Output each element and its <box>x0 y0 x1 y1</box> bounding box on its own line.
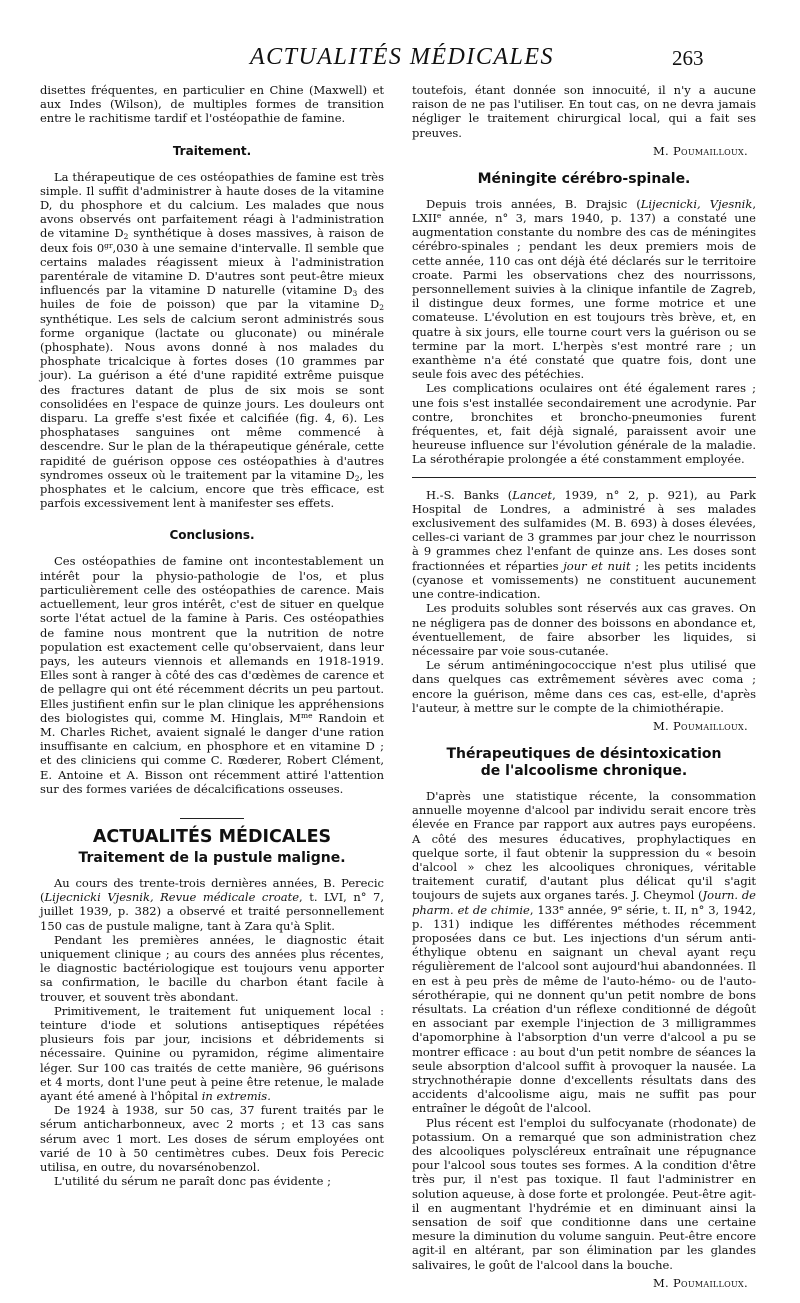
banks-paragraph-2: Les produits solubles sont réservés aux cas graves. On ne négligera pas de donner des boissons en abondance et, éventuellement, de faire absorber les liquides, si nécessaire par voie sous-cutanée. <box>412 601 756 658</box>
traitement-text-3: ,030 à une semaine d'intervalle. Il semble que certains malades réagissent mieux à l'administration parentérale de vitamine D. D'autres sont peut-être mieux influencés par la vitamine D naturelle (vitamine D <box>40 240 384 298</box>
left-column <box>40 83 384 1188</box>
subscript-2c: 2 <box>354 473 360 483</box>
pustule-paragraph-2: Pendant les premières années, le diagnostic était uniquement clinique ; au cours des années plus récentes, le diagnostic bactériologique est toujours venu apporter sa confirmation, le bacille du charbon étant facile à trouver, et souvent très abondant. <box>40 932 384 1004</box>
banks-p1-journal: Lancet <box>512 487 553 502</box>
traitement-text-1: La thérapeutique de ces ostéopathies de famine est très simple. Il suffit d'administrer à haute doses de la vitamine D, du phosphore et du calcium. Les malades que nous avons observés ont parfaitement réagi à l'administration de vitamine D <box>40 169 384 241</box>
banks-paragraph-1 <box>412 488 756 602</box>
alcoolisme-p1-text-c: année, 9 <box>563 902 618 917</box>
superscript-me: me <box>300 710 313 720</box>
running-header <box>0 44 800 80</box>
banks-p1-text-b: , 1939, n° 2, p. 921), au Park Hospital de Londres, a administré à ses malades exclusivement des sulfamides (M. B. 693) à doses élevées, celles-ci variant de 3 grammes par jour chez le nourrisson à 9 grammes chez l'enfant de quinze ans. Les doses sont fractionnées et réparties <box>412 487 756 573</box>
pustule-p3-text: Primitivement, le traitement fut uniquement local : teinture d'iode et solutions antiseptiques répétées plusieurs fois par jour, incisions et débridements si nécessaire. Quinine ou pyramidon, régime alimentaire léger. Sur 100 cas traités de cette manière, 96 guérisons et 4 morts, dont l'une peut à peine être retenue, le malade ayant été amené à l'hôpital <box>40 1003 384 1103</box>
pustule-paragraph-5: L'utilité du sérum ne paraît donc pas évidente ; <box>54 1174 332 1189</box>
superscript-e: e <box>436 211 442 221</box>
page-number: 263 <box>672 46 704 70</box>
meningite-p1-text-c: année, n° 3, mars 1940, p. 137) a constaté une augmentation constante du nombre des cas de méningites cérébro-spinales ; pendant les deux premiers mois de cette année, 110 cas ont déjà été déclarés sur le territoire croate. Parmi les observations chez des nourrissons, personnellement suivies à la clinique infantile de Zagreb, il distingue deux formes, une forme motrice et une comateuse. L'évolution en est toujours très brève, et, en quatre à six jours, elle tourne court vers la guérison ou se termine par la mort. L'herpès s'est montré rare ; un exanthème n'a été constaté que quatre fois, dont une seule fois avec des pétéchies. <box>412 211 756 382</box>
running-title: ACTUALITÉS MÉDICALES <box>250 44 555 70</box>
meningite-p1-journal: Lijecnicki, Vjesnik <box>640 196 753 211</box>
banks-p1-italic: jour et nuit <box>563 558 631 573</box>
banks-p1-text-a: H.-S. Banks ( <box>426 487 513 502</box>
conclusions-paragraph <box>40 554 384 795</box>
signature-2: M. Poumailloux. <box>652 718 748 733</box>
meningite-paragraph-1 <box>412 197 756 382</box>
traitement-text-6: , les phosphates et le calcium, encore que très efficace, est parfois excessivement lent à manifester ses effets. <box>40 467 385 511</box>
banks-paragraph-3: Le sérum antiméningococcique n'est plus utilisé que dans quelques cas extrêmement sévères avec coma ; encore la guérison, même dans ces cas, est-elle, d'après l'auteur, à mettre sur le compte de la chimiothérapie. <box>412 658 756 715</box>
traitement-text-5: synthétique. Les sels de calcium seront administrés sous forme organique (lactate ou gluconate) ou minérale (phosphate). Nous avons donné à nos malades du phosphate tricalcique à fortes doses (10 grammes par jour). La guérison a été d'une rapidité extrême puisque des fractures datant de plus de six mois se sont consolidées en l'espace de quinze jours. Les douleurs ont disparu. La greffe s'est fixée et calcifiée (fig. 4, 6). Les phosphatases sanguines ont même commencé à descendre. Sur le plan de la thérapeutique générale, cette rapidité de guérison oppose ces ostéopathies à d'autres syndromes osseux où le traitement par la vitamine D <box>40 311 384 482</box>
heading-meningite: Méningite cérébro-spinale. <box>477 170 691 187</box>
heading-alcoolisme-line-2: de l'alcoolisme chronique. <box>480 762 688 779</box>
alcoolisme-paragraph-1 <box>412 789 756 1116</box>
meningite-paragraph-2: Les complications oculaires ont été également rares ; une fois s'est installée secondairement une acrodynie. Par contre, bronchites et broncho-pneumonies furent fréquentes, et, fait déjà signalé, paraissent avoir une heureuse influence sur l'évolution générale de la maladie. La sérothérapie prolongée a été constamment employée. <box>412 381 756 467</box>
superscript-gr: gr <box>104 240 113 250</box>
subscript-2b: 2 <box>379 303 384 313</box>
superscript-e-2: e <box>559 902 564 912</box>
pustule-paragraph-4: De 1924 à 1938, sur 50 cas, 37 furent traités par le sérum anticharbonneux, avec 2 morts ; et 13 cas sans sérum avec 1 mort. Les doses de sérum employées ont varié de 10 à 50 centimètres cubes. Deux fois Perecic utilisa, en outre, du novarsénobenzol. <box>40 1103 384 1174</box>
pustule-paragraph-3 <box>40 1004 384 1103</box>
meningite-p1-text-b: , LXII <box>412 196 756 226</box>
pustule-p1-text-a: Au cours des trente-trois dernières années, B. Perecic ( <box>40 875 384 905</box>
pustule-p3-italic: in extremis. <box>201 1088 271 1103</box>
article-divider <box>412 477 756 478</box>
superscript-e-3: e <box>617 902 623 912</box>
traitement-text-2: synthétique à doses massives, à raison de deux fois 0 <box>40 226 384 255</box>
heading-traitement: Traitement. <box>172 143 252 158</box>
signature-1: M. Poumailloux. <box>652 143 748 158</box>
left-intro-paragraph: disettes fréquentes, en particulier en Chine (Maxwell) et aux Indes (Wilson), de multiples formes de transition entre le rachitisme tardif et l'ostéopathie de famine. <box>40 83 384 126</box>
conclusions-text-2: Randoin et M. Charles Richet, avaient signalé le danger d'une ration insuffisante en calcium, en phosphore et en vitamine D ; et des cliniciens qui comme C. Rœderer, Robert Clément, E. Antoine et A. Bisson ont récemment attiré l'attention sur des formes variées de décalcifications osseuses. <box>40 710 384 796</box>
right-intro-paragraph: toutefois, étant donnée son innocuité, il n'y a aucune raison de ne pas l'utiliser. En tout cas, on ne devra jamais négliger le traitement chirurgical local, qui a fait ses preuves. <box>412 83 756 140</box>
subscript-3: 3 <box>352 289 358 299</box>
alcoolisme-paragraph-2: Plus récent est l'emploi du sulfocyanate (rhodonate) de potassium. On a remarqué que son administration chez des alcooliques polyscléreux entraînait une répugnance pour l'alcool sous toutes ses formes. A la condition d'être très pur, il n'est pas toxique. Il faut l'administrer en solution aqueuse, à dose forte et prolongée. Peut-être agit-il en augmentant l'hydrémie et en diminuant ainsi la sensation de soif que conditionne dans une certaine mesure la diminution du volume sanguin. Peut-être encore agit-il en altérant, par son élimination par les glandes salivaires, le goût de l'alcool dans la bouche. <box>412 1115 756 1272</box>
conclusions-text-1: Ces ostéopathies de famine ont incontestablement un intérêt pour la physio-pathologie de l'os, et plus particulièrement celle des ostéopathies de carence. Mais actuellement, leur gros intérêt, c'est de situer en quelque sorte l'état actuel de la famine à Paris. Ces ostéopathies de famine nous montrent que la nutrition de notre population est exactement celle qu'observaient, dans leur pays, les auteurs viennois et allemands en 1918-1919. Elles sont à ranger à côté des cas d'œdèmes de carence et de pellagre qui ont été récemment décrits un peu partout. Elles justifient enfin sur le plan clinique les appréhensions des biologistes qui, comme M. Hinglais, M <box>40 554 384 725</box>
meningite-p1-text-a: Depuis trois années, B. Drajsic ( <box>426 196 641 211</box>
alcoolisme-p1-text-d: série, t. II, n° 3, 1942, p. 131) indique les différentes méthodes récemment proposées dans ce but. Les injections d'un sérum anti-éthylique obtenu en saignant un cheval ayant reçu régulièrement de l'alcool sont aujourd'hui abandonnées. Il en est à peu près de même de l'auto-hémo- ou de l'auto-sérothérapie, qui ne donnent qu'un petit nombre de bons résultats. La création d'un réflexe conditionné de dégoût en associant par exemple l'injection de 3 milligrammes d'apomorphine à l'absorption d'un verre d'alcool a pu se montrer efficace : au bout d'un petit nombre de séances la seule absorption d'alcool suffit à provoquer la nausée. La strychnothérapie donne d'excellents résultats dans des accidents d'alcoolisme aigu, mais ne suffit pas pour entraîner le dégoût de l'alcool. <box>412 902 756 1116</box>
heading-conclusions: Conclusions. <box>169 528 255 543</box>
alcoolisme-p1-journal: Journ. de pharm. et de chimie <box>412 888 756 917</box>
pustule-p1-text-b: , t. LVI, n° 7, juillet 1939, p. 382) a observé et traité personnellement 150 cas de pustule maligne, tant à Zara qu'à Split. <box>40 890 384 933</box>
right-column <box>412 83 756 1303</box>
section-divider <box>180 818 244 819</box>
signature-3: M. Poumailloux. <box>652 1275 748 1290</box>
alcoolisme-p1-text-b: , 133 <box>529 902 560 917</box>
subscript-2: 2 <box>123 232 129 242</box>
traitement-text-4: des huiles de foie de poisson) que par la vitamine D <box>40 283 384 312</box>
heading-alcoolisme-line-1: Thérapeutiques de désintoxication <box>446 745 722 762</box>
traitement-paragraph <box>40 170 384 511</box>
pustule-p1-journal: Lijecnicki Vjesnik, Revue médicale croate <box>44 890 300 905</box>
heading-pustule-maligne: Traitement de la pustule maligne. <box>78 849 346 866</box>
alcoolisme-p1-text-a: D'après une statistique récente, la consommation annuelle moyenne d'alcool par individu serait encore très élevée en France par rapport aux autres pays européens. A côté des mesures éducatives, prophylactiques en quelque sorte, il faut obtenir la suppression du « besoin d'alcool » chez les alcooliques chroniques, véritable traitement curatif, d'autant plus délicat qu'il s'agit toujours de sujets aux organes tarés. J. Cheymol ( <box>412 788 756 903</box>
pustule-paragraph-1 <box>40 876 384 933</box>
section-title: ACTUALITÉS MÉDICALES <box>92 826 332 847</box>
banks-p1-text-c: ; les petits incidents (cyanose et vomissements) ne constituent aucunement une contre-indication. <box>412 558 756 602</box>
